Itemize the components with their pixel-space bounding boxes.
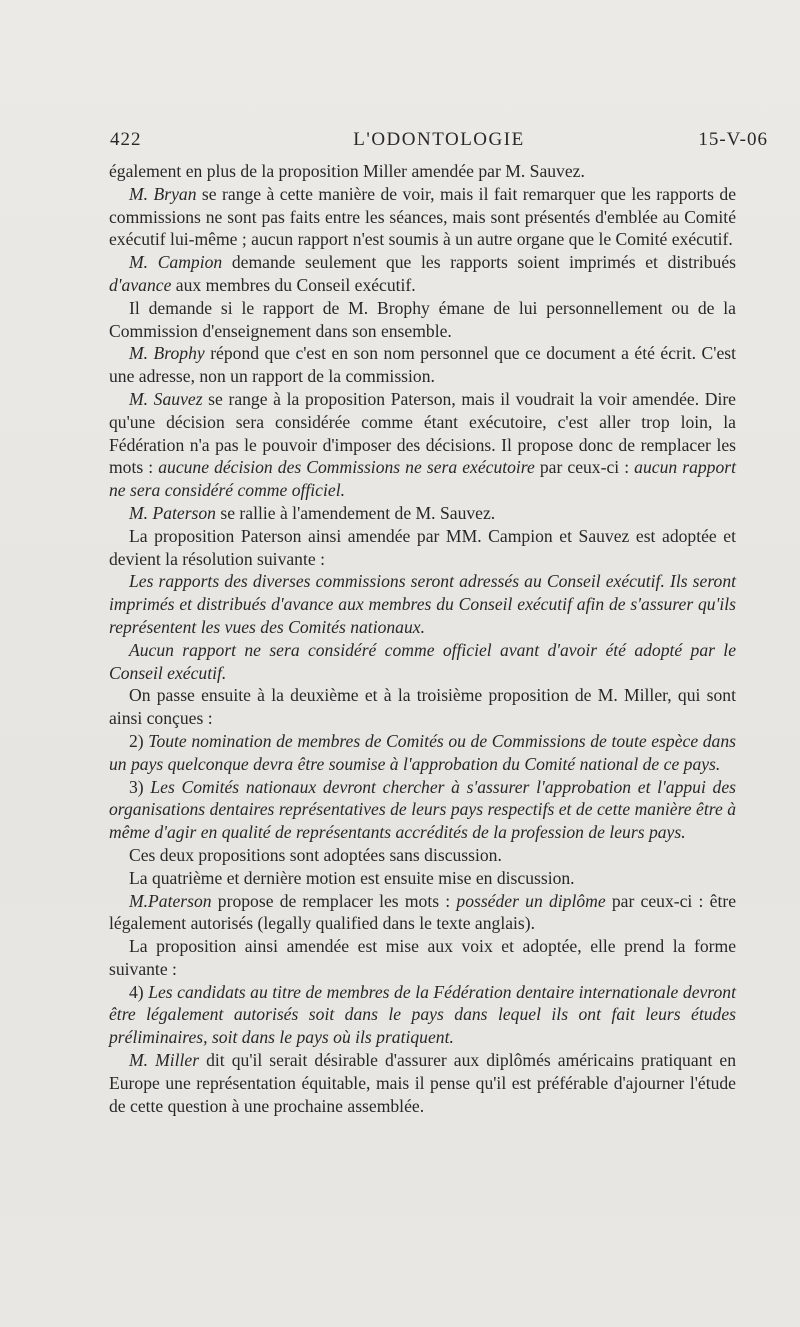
text-run: dit qu'il serait désirable d'assurer aux diplômés américains pratiquant en Europe une représentation équitable, mais il pense qu'il est préférable d'ajourner l'étude de cette question à une prochaine assemblée. (109, 1050, 736, 1116)
issue-date: 15-V-06 (698, 129, 768, 150)
text-run: se rallie à l'amendement de M. Sauvez. (215, 502, 496, 523)
paragraph (109, 684, 736, 730)
text-run: également en plus de la proposition Miller amendée par M. Sauvez. (109, 161, 585, 181)
text-run: par ceux-ci : être légalement autorisés (legally qualified dans le texte anglais). (109, 890, 736, 934)
text-run: On passe ensuite à la deuxième et à la troisième proposition de M. Miller, qui sont ainsi conçues : (109, 685, 736, 729)
italic-run: M. Paterson (129, 502, 216, 523)
italic-run: Les Comités nationaux devront chercher à s'assurer l'approbation et l'appui des organisations dentaires représentatives de leurs pays respectifs et de cette manière être à même d'agir en qualité de représentants accrédités de la profession de leurs pays. (109, 776, 736, 843)
text-run: par ceux-ci : (534, 457, 635, 478)
paragraph (109, 388, 736, 502)
text-run: aux membres du Conseil exécutif. (171, 274, 416, 295)
italic-run: Les rapports des diverses commissions seront adressés au Conseil exécutif. Ils seront imprimés et distribués d'avance aux membres du Conseil exécutif afin de s'assurer qu'ils représentent les vues des Comités nationaux. (109, 571, 736, 637)
italic-run: M.Paterson (129, 890, 212, 911)
paragraph (109, 160, 736, 183)
text-run: répond que c'est en son nom personnel que ce document a été écrit. C'est une adresse, non un rapport de la commission. (109, 343, 737, 387)
text-run: 3) (129, 776, 151, 797)
page-number: 422 (110, 129, 142, 150)
text-run: 2) (129, 730, 149, 751)
italic-run: M. Sauvez (129, 388, 203, 409)
paragraph (109, 1049, 736, 1117)
italic-run: aucune décision des Commissions ne sera exécutoire (158, 457, 535, 478)
body-text (109, 160, 736, 1117)
paragraph (109, 890, 736, 936)
paragraph (109, 776, 736, 844)
italic-run: Toute nomination de membres de Comités ou de Commissions de toute espèce dans un pays quelconque devra être soumise à l'approbation du Comité national de ce pays. (109, 730, 736, 774)
italic-run: d'avance (109, 274, 172, 295)
text-run: La proposition ainsi amendée est mise aux voix et adoptée, elle prend la forme suivante : (109, 936, 736, 979)
italic-run: aucun rapport ne sera considéré comme officiel. (109, 457, 736, 501)
text-run: propose de remplacer les mots : (211, 890, 457, 911)
italic-run: M. Campion (129, 252, 223, 273)
paragraph (109, 297, 736, 343)
paragraph (109, 639, 736, 685)
paragraph (109, 502, 736, 525)
text-run: se range à cette manière de voir, mais il fait remarquer que les rapports de commissions ne sont pas faits entre les séances, mais sont présentés d'emblée au Comité exécutif lui-même ; aucun rapport n'est soumis à un autre organe que le Comité exécutif. (109, 183, 737, 250)
italic-run: M. Bryan (129, 183, 197, 204)
text-run: La proposition Paterson ainsi amendée par MM. Campion et Sauvez est adoptée et devient la résolution suivante : (109, 525, 736, 569)
text-run: Il demande si le rapport de M. Brophy émane de lui personnellement ou de la Commission d'enseignement dans son ensemble. (109, 297, 736, 341)
paragraph (109, 935, 736, 981)
paragraph (109, 570, 736, 638)
paragraph (109, 251, 736, 297)
text-run: demande seulement que les rapports soient imprimés et distribués (222, 252, 736, 273)
paragraph (109, 844, 736, 867)
paragraph (109, 342, 736, 388)
paragraph (109, 867, 736, 890)
running-header (110, 129, 768, 157)
italic-run: Aucun rapport ne sera considéré comme officiel avant d'avoir été adopté par le Conseil exécutif. (109, 639, 736, 683)
paragraph (109, 525, 736, 571)
text-run: se range à la proposition Paterson, mais il voudrait la voir amendée. Dire qu'une décision sera considérée comme étant exécutoire, c'est aller trop loin, la Fédération n'a pas le pouvoir d'imposer des décisions. Il propose donc de remplacer les mots : (109, 388, 736, 478)
italic-run: posséder un diplôme (456, 890, 606, 911)
text-run: La quatrième et dernière motion est ensuite mise en discussion. (129, 867, 575, 888)
text-run: Ces deux propositions sont adoptées sans discussion. (129, 844, 502, 865)
italic-run: M. Miller (129, 1050, 200, 1071)
paragraph (109, 183, 736, 251)
journal-title: L'ODONTOLOGIE (353, 129, 525, 150)
paragraph (109, 981, 736, 1049)
text-run: 4) (129, 981, 149, 1002)
italic-run: Les candidats au titre de membres de la Fédération dentaire internationale devront être légalement autorisés soit dans le pays dans lequel ils ont fait leurs études préliminaires, soit dans le pays où ils pratiquent. (109, 981, 736, 1048)
paragraph (109, 730, 736, 776)
italic-run: M. Brophy (129, 343, 205, 364)
